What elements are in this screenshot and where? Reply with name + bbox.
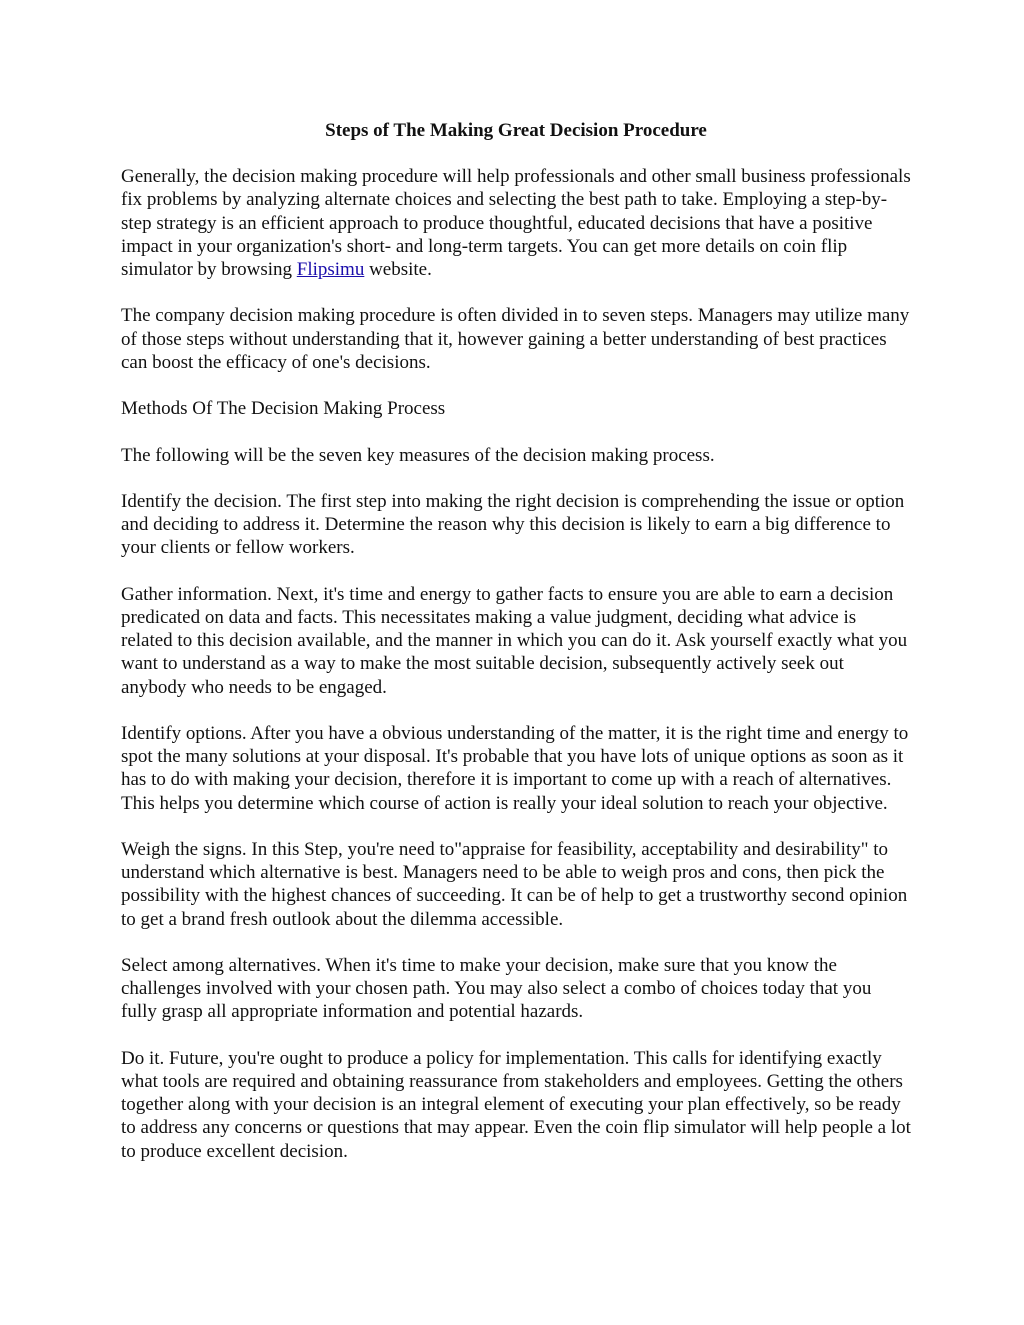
document-title: Steps of The Making Great Decision Procedure xyxy=(325,120,707,141)
paragraph-identify-options: Identify options. After you have a obvious understanding of the matter, it is the right time and energy to spot the many solutions at your disposal. It's probable that you have lots of unique options as soon as it has to do with making your decision, therefore it is important to come up with a reach of alternatives. This helps you determine which course of action is really your ideal solution to reach your objective. xyxy=(121,722,909,814)
paragraph-select-alternatives: Select among alternatives. When it's time to make your decision, make sure that you know the challenges involved with your chosen path. You may also select a combo of choices today that you fully grasp all appropriate information and potential hazards. xyxy=(121,954,872,1023)
intro-paragraph xyxy=(121,165,911,281)
flipsimu-link[interactable]: Flipsimu xyxy=(296,259,365,281)
intro-text-before-link: Generally, the decision making procedure will help professionals and other small business professionals fix problems by analyzing alternate choices and selecting the best path to take. Employing a step-by-step strategy is an efficient approach to produce thoughtful, educated decisions that have a positive impact in your organization's short- and long-term targets. You can get more details on coin flip simulator by browsing xyxy=(121,166,911,281)
paragraph-gather-information: Gather information. Next, it's time and energy to gather facts to ensure you are able to earn a decision predicated on data and facts. This necessitates making a value judgment, deciding what advice is related to this decision available, and the manner in which you can do it. Ask yourself exactly what you want to understand as a way to make the most suitable decision, subsequently actively seek out anybody who needs to be engaged. xyxy=(121,583,908,698)
document-page xyxy=(121,119,911,1186)
paragraph-seven-steps: The following will be the seven key measures of the decision making process. xyxy=(121,444,715,466)
paragraph-do-it: Do it. Future, you're ought to produce a policy for implementation. This calls for identifying exactly what tools are required and obtaining reassurance from stakeholders and employees. Getting the others together along with your decision is an integral element of executing your plan effectively, so be ready to address any concerns or questions that may appear. Even the coin flip simulator will help people a lot to produce excellent decision. xyxy=(121,1047,911,1162)
paragraph-identify-decision: Identify the decision. The first step into making the right decision is comprehending the issue or option and deciding to address it. Determine the reason why this decision is likely to earn a big difference to your clients or fellow workers. xyxy=(121,490,905,559)
section-heading-methods: Methods Of The Decision Making Process xyxy=(121,398,446,420)
paragraph-overview: The company decision making procedure is often divided in to seven steps. Managers may utilize many of those steps without understanding that it, however gaining a better understanding of best practices can boost the efficacy of one's decisions. xyxy=(121,305,910,373)
paragraph-weigh-signs: Weigh the signs. In this Step, you're need to"appraise for feasibility, acceptability and desirability" to understand which alternative is best. Managers need to be able to weigh pros and cons, then pick the possibility with the highest chances of succeeding. It can be of help to get a trustworthy second opinion to get a brand fresh outlook about the dilemma accessible. xyxy=(121,838,908,930)
intro-text-after-link: website. xyxy=(364,259,432,281)
